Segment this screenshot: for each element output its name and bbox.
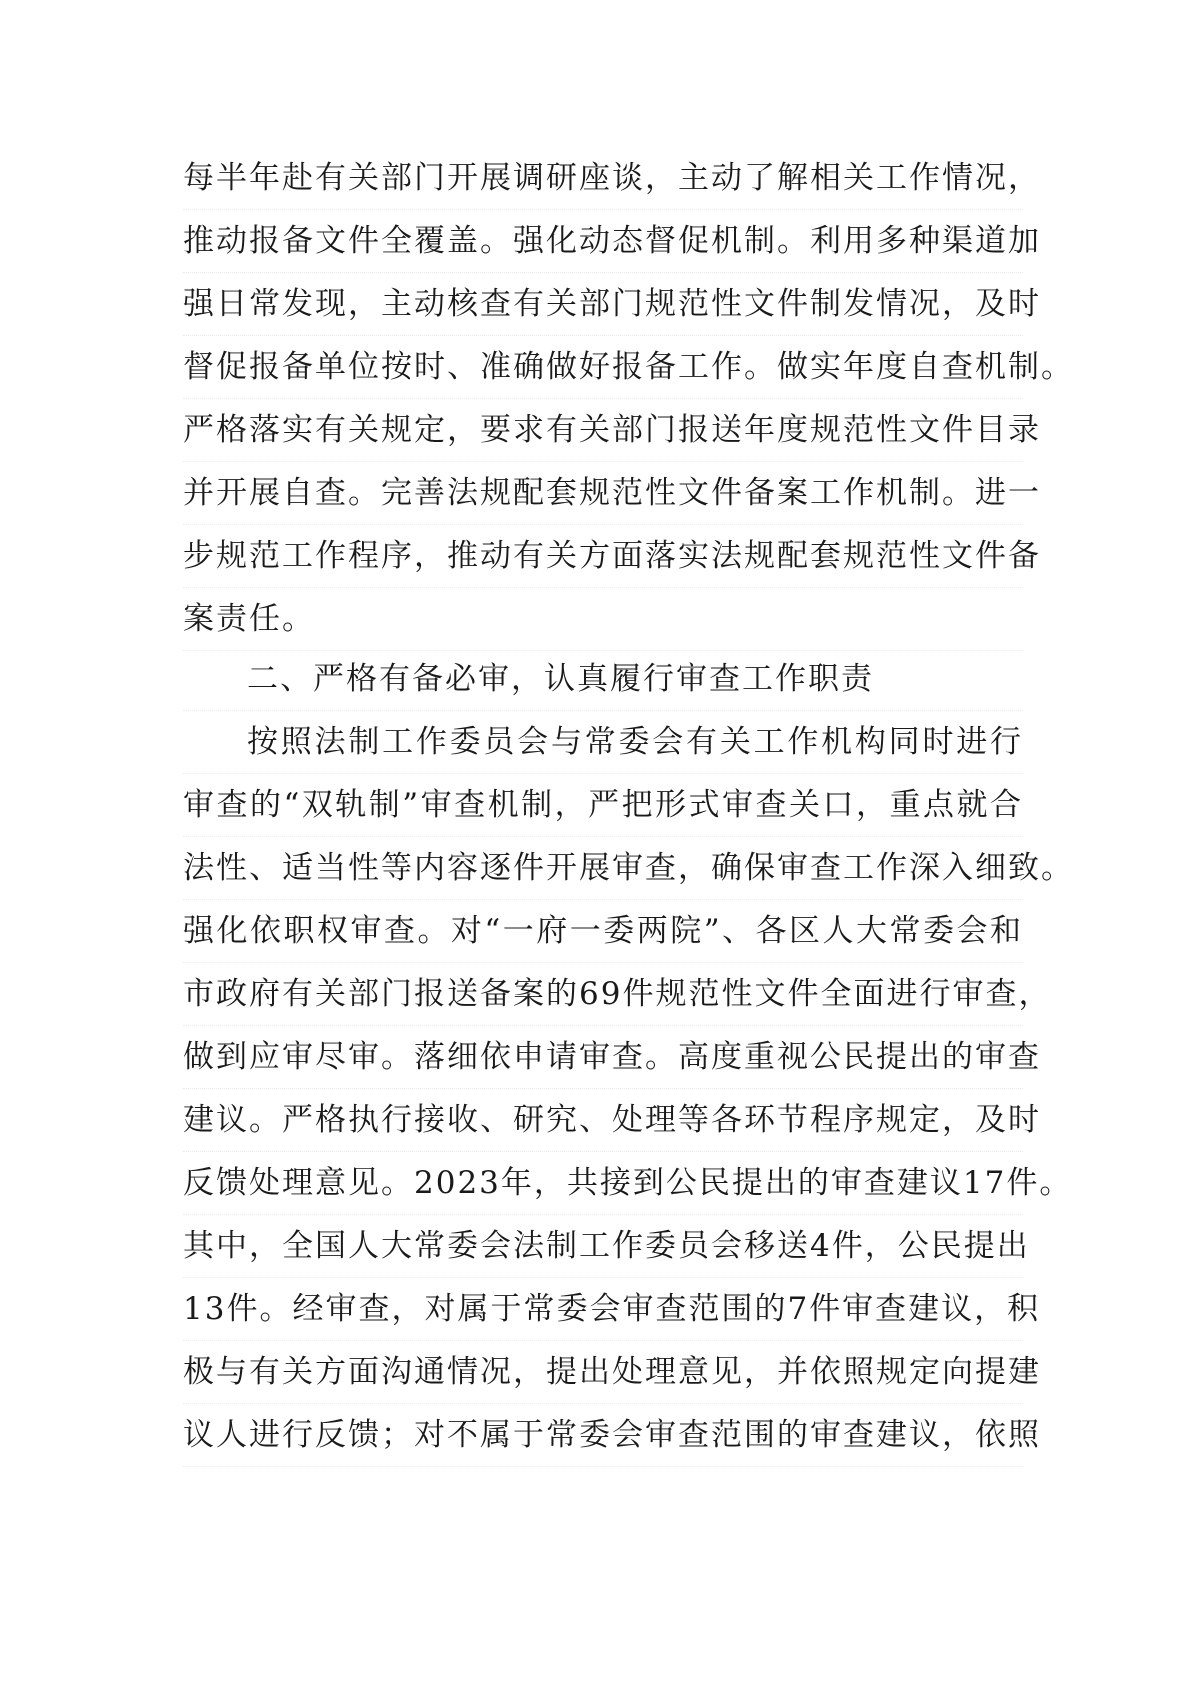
text-line: 议人进行反馈；对不属于常委会审查范围的审查建议，依照 bbox=[183, 1404, 1023, 1467]
text-line: 法性、适当性等内容逐件开展审查，确保审查工作深入细致。 bbox=[183, 837, 1023, 900]
text-line: 案责任。 bbox=[183, 588, 1023, 651]
text-line: 审查的“双轨制”审查机制，严把形式审查关口，重点就合 bbox=[183, 774, 1023, 837]
text-line: 其中，全国人大常委会法制工作委员会移送4件，公民提出 bbox=[183, 1215, 1023, 1278]
text-line: 反馈处理意见。2023年，共接到公民提出的审查建议17件。 bbox=[183, 1152, 1023, 1215]
text-line: 并开展自查。完善法规配套规范性文件备案工作机制。进一 bbox=[183, 462, 1023, 525]
text-line: 强日常发现，主动核查有关部门规范性文件制发情况，及时 bbox=[183, 273, 1023, 336]
text-line: 步规范工作程序，推动有关方面落实法规配套规范性文件备 bbox=[183, 525, 1023, 588]
text-line: 13件。经审查，对属于常委会审查范围的7件审查建议，积 bbox=[183, 1278, 1023, 1341]
text-line: 极与有关方面沟通情况，提出处理意见，并依照规定向提建 bbox=[183, 1341, 1023, 1404]
text-line: 市政府有关部门报送备案的69件规范性文件全面进行审查， bbox=[183, 963, 1023, 1026]
text-line: 做到应审尽审。落细依申请审查。高度重视公民提出的审查 bbox=[183, 1026, 1023, 1089]
text-line: 严格落实有关规定，要求有关部门报送年度规范性文件目录 bbox=[183, 399, 1023, 462]
text-line: 督促报备单位按时、准确做好报备工作。做实年度自查机制。 bbox=[183, 336, 1023, 399]
text-line: 推动报备文件全覆盖。强化动态督促机制。利用多种渠道加 bbox=[183, 210, 1023, 273]
text-line: 按照法制工作委员会与常委会有关工作机构同时进行 bbox=[183, 711, 1023, 774]
section-two bbox=[183, 648, 1074, 1467]
text-line: 强化依职权审查。对“一府一委两院”、各区人大常委会和 bbox=[183, 900, 1023, 963]
text-line: 建议。严格执行接收、研究、处理等各环节程序规定，及时 bbox=[183, 1089, 1023, 1152]
section-heading: 二、严格有备必审，认真履行审查工作职责 bbox=[183, 648, 1023, 711]
text-line: 每半年赴有关部门开展调研座谈，主动了解相关工作情况， bbox=[183, 147, 1023, 210]
paragraph-continued bbox=[183, 147, 1074, 651]
